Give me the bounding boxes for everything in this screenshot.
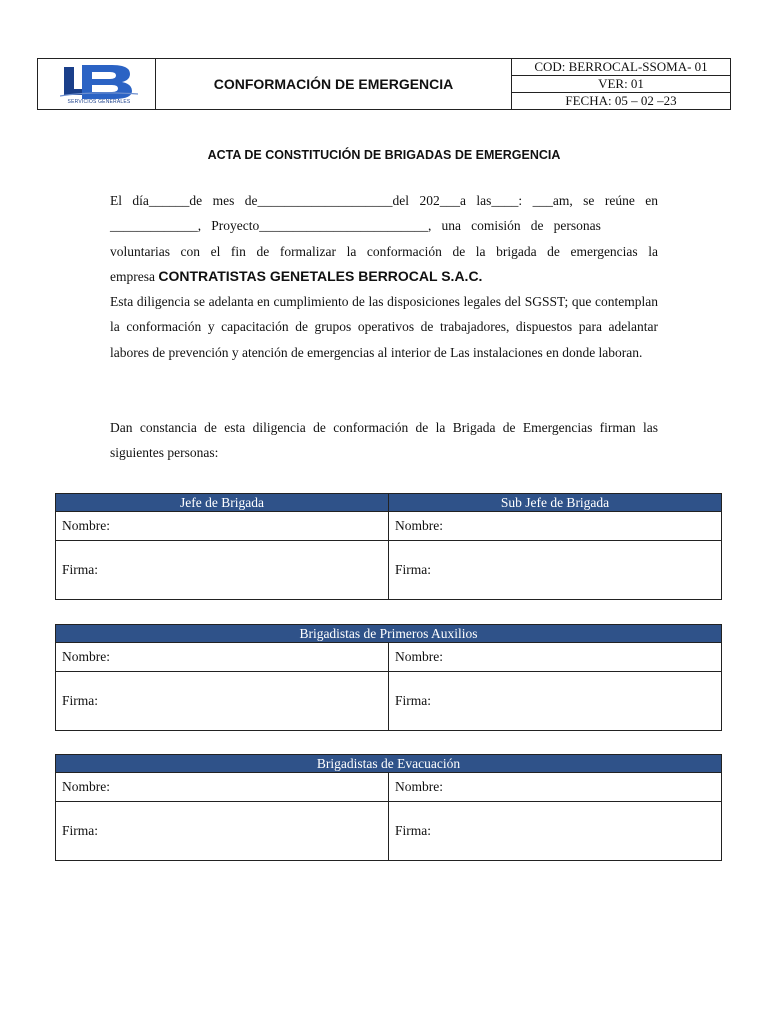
evacuation-header: Brigadistas de Evacuación: [56, 755, 722, 773]
sub-chief-header: Sub Jefe de Brigada: [389, 494, 722, 512]
document-header: [37, 58, 731, 110]
document-code: COD: BERROCAL-SSOMA- 01: [512, 59, 730, 76]
logo-caption: SERVICIOS GENERALES: [67, 99, 131, 105]
document-date: FECHA: 05 – 02 –23: [565, 93, 677, 108]
chief-header: Jefe de Brigada: [56, 494, 389, 512]
evacuation-brigade-table: [55, 754, 722, 861]
intro-line-2: _____________, Proyecto_________________________, una comisión de personas: [110, 218, 601, 234]
name-field[interactable]: Nombre:: [56, 643, 389, 672]
signature-field[interactable]: Firma:: [56, 672, 389, 731]
signature-field[interactable]: Firma:: [389, 541, 722, 600]
intro-line-3: voluntarias con el fin de formalizar la conformación de la brigada de emergencias la: [110, 243, 658, 259]
intro-prefix: empresa: [110, 268, 159, 284]
signature-field[interactable]: Firma:: [56, 541, 389, 600]
signature-field[interactable]: Firma:: [389, 672, 722, 731]
company-logo: [38, 59, 156, 109]
intro-paragraph: [110, 188, 658, 365]
document-title: ACTA DE CONSTITUCIÓN DE BRIGADAS DE EMERGENCIA: [207, 148, 561, 162]
brigade-chief-table: [55, 493, 722, 600]
header-meta: [512, 59, 730, 109]
name-field[interactable]: Nombre:: [389, 512, 722, 541]
first-aid-brigade-table: [55, 624, 722, 731]
header-title: CONFORMACIÓN DE EMERGENCIA: [156, 59, 512, 109]
intro-line-4: [110, 264, 658, 289]
signature-field[interactable]: Firma:: [56, 802, 389, 861]
name-field[interactable]: Nombre:: [389, 643, 722, 672]
name-field[interactable]: Nombre:: [56, 512, 389, 541]
logo-lb-icon: [60, 63, 140, 101]
closing-paragraph: Dan constancia de esta diligencia de conformación de la Brigada de Emergencias firman las siguientes personas:: [110, 420, 658, 461]
first-aid-header: Brigadistas de Primeros Auxilios: [56, 625, 722, 643]
company-name: CONTRATISTAS GENETALES BERROCAL S.A.C.: [158, 267, 483, 284]
signature-field[interactable]: Firma:: [389, 802, 722, 861]
intro-line-1: El día______de mes de____________________del 202___a las____: ___am, se reúne en: [110, 193, 658, 208]
intro-rest: Esta diligencia se adelanta en cumplimiento de las disposiciones legales del SGSST; que contemplan la conformación y capacitación de grupos operativos de trabajadores, dispuestos para adelantar labores de prevención y atención de emergencias al interior de Las instalaciones en donde laboran.: [110, 294, 658, 360]
document-version: VER: 01: [512, 76, 730, 93]
name-field[interactable]: Nombre:: [389, 773, 722, 802]
name-field[interactable]: Nombre:: [56, 773, 389, 802]
